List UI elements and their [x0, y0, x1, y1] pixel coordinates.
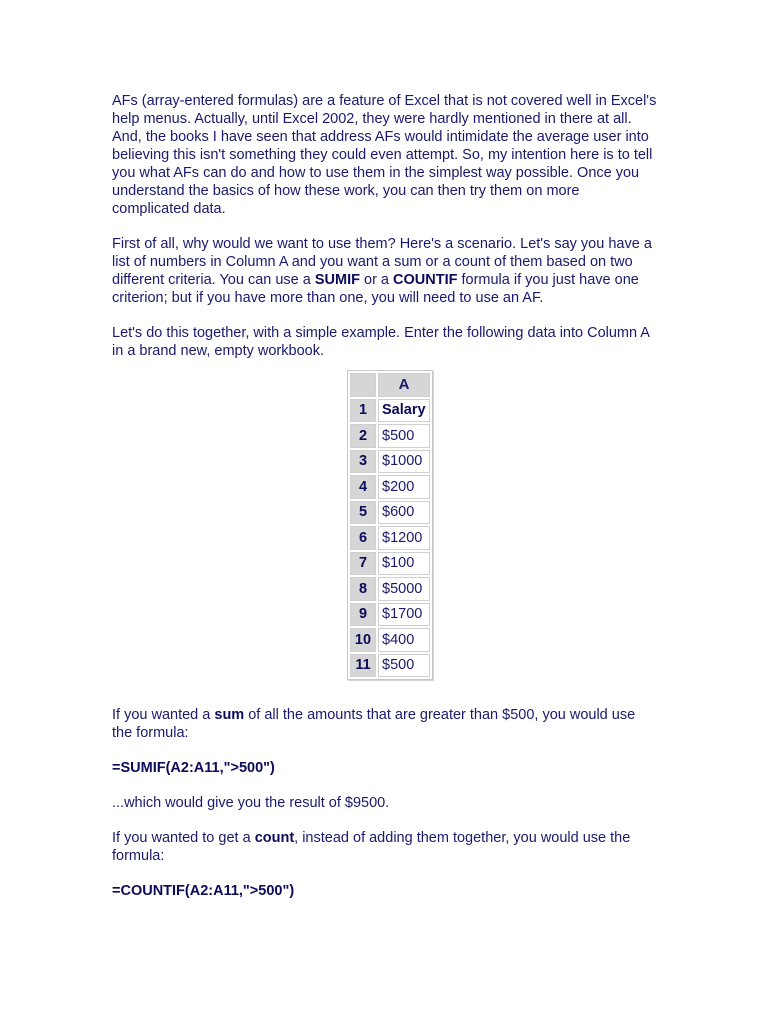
row-number: 10 — [350, 628, 376, 652]
table-row — [350, 577, 430, 601]
table-row — [350, 526, 430, 550]
intro-paragraph-2-part2: or a — [359, 272, 394, 288]
sumif-formula: =SUMIF(A2:A11,">500") — [112, 760, 275, 776]
sum-text-part2: of all the amounts that are greater than $500, you would use the formula: — [112, 707, 636, 741]
cell-value: $1200 — [378, 526, 430, 550]
row-number: 1 — [350, 399, 376, 423]
sum-keyword: sum — [214, 707, 245, 723]
intro-paragraph-2-part3: formula if you just have one criterion; but if you have more than one, you will need to use an AF. — [112, 272, 639, 306]
cell-value: $500 — [378, 424, 430, 448]
table-row — [350, 450, 430, 474]
count-keyword: count — [254, 830, 295, 846]
table-row — [350, 552, 430, 576]
count-text-part1: If you wanted to get a — [112, 830, 255, 846]
cell-value: $1000 — [378, 450, 430, 474]
row-number: 4 — [350, 475, 376, 499]
table-row — [350, 424, 430, 448]
column-header-a: A — [378, 373, 430, 397]
table-row — [350, 628, 430, 652]
countif-keyword: COUNTIF — [393, 272, 458, 288]
cell-value: Salary — [378, 399, 430, 423]
cell-value: $5000 — [378, 577, 430, 601]
sumif-keyword: SUMIF — [314, 272, 360, 288]
intro-paragraph-2 — [112, 235, 657, 307]
table-row — [350, 603, 430, 627]
sum-paragraph — [112, 706, 657, 742]
table-row — [350, 501, 430, 525]
row-number: 9 — [350, 603, 376, 627]
table-row — [350, 654, 430, 678]
sum-text-part1: If you wanted a — [112, 707, 215, 723]
row-number: 2 — [350, 424, 376, 448]
row-number: 8 — [350, 577, 376, 601]
sum-result: ...which would give you the result of $9500. — [112, 795, 390, 811]
table-row — [350, 475, 430, 499]
count-paragraph — [112, 829, 657, 865]
cell-value: $100 — [378, 552, 430, 576]
corner-cell — [350, 373, 376, 397]
row-number: 3 — [350, 450, 376, 474]
table-row — [350, 399, 430, 423]
row-number: 11 — [350, 654, 376, 678]
intro-paragraph-3: Let's do this together, with a simple example. Enter the following data into Column A in a brand new, empty workbook. — [112, 325, 650, 359]
cell-value: $200 — [378, 475, 430, 499]
intro-paragraph-1: AFs (array-entered formulas) are a feature of Excel that is not covered well in Excel's help menus. Actually, until Excel 2002, they were hardly mentioned in there at all. And, the books I have seen that address AFs would intimidate the average user into believing this isn't something they could even attempt. So, my intention here is to tell you what AFs can do and how to use them in the simplest way possible. Once you understand the basics of how these work, you can then try them on more complicated data. — [112, 93, 657, 217]
cell-value: $500 — [378, 654, 430, 678]
count-text-part2: , instead of adding them together, you would use the formula: — [112, 830, 631, 864]
intro-paragraph-2-part1: First of all, why would we want to use them? Here's a scenario. Let's say you have a list of numbers in Column A and you want a sum or a count of them based on two different criteria. You can use a — [112, 236, 652, 288]
cell-value: $1700 — [378, 603, 430, 627]
cell-value: $600 — [378, 501, 430, 525]
spreadsheet-table — [347, 370, 433, 680]
spreadsheet-header-row — [350, 373, 430, 397]
document-body — [112, 92, 657, 917]
row-number: 6 — [350, 526, 376, 550]
cell-value: $400 — [378, 628, 430, 652]
row-number: 7 — [350, 552, 376, 576]
countif-formula: =COUNTIF(A2:A11,">500") — [112, 883, 295, 899]
row-number: 5 — [350, 501, 376, 525]
spreadsheet-wrapper — [112, 370, 657, 680]
